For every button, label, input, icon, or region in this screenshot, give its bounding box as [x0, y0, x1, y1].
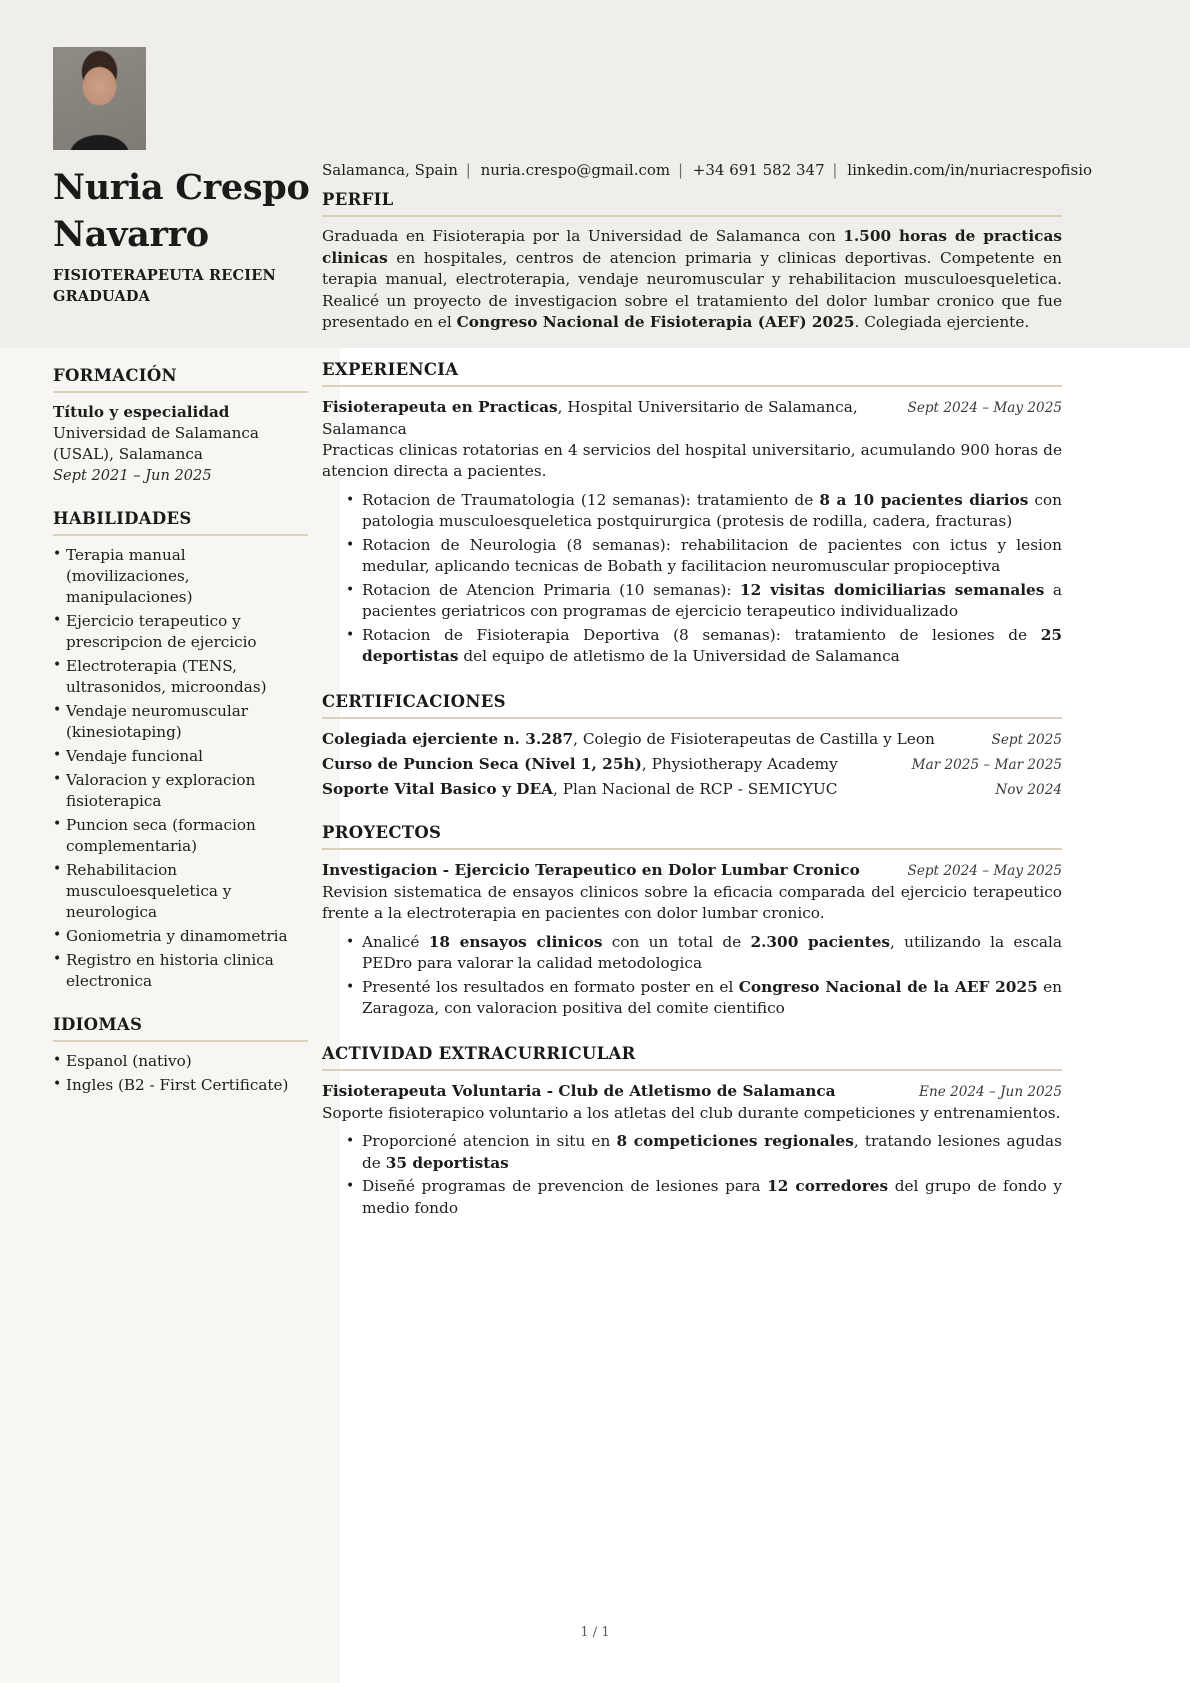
section-heading-projects: PROYECTOS — [322, 822, 442, 842]
entry-role: Investigacion - Ejercicio Terapeutico en Dolor Lumbar Cronico — [322, 860, 860, 879]
entry-organization: , Physiotherapy Academy — [641, 754, 838, 773]
divider — [53, 391, 308, 393]
emphasis-text: 35 deportistas — [385, 1153, 509, 1172]
list-item: • Rehabilitacion musculoesqueletica y neurologica — [53, 860, 308, 923]
divider — [322, 215, 1062, 217]
entry-date: Sept 2024 – May 2025 — [907, 399, 1062, 416]
entry-role: Fisioterapeuta en Practicas — [322, 397, 558, 416]
plain-text: en Zaragoza, con valoracion positiva del comite cientifico — [362, 977, 1062, 1017]
list-item: • Vendaje neuromuscular (kinesiotaping) — [53, 701, 308, 743]
entry-summary: Soporte fisioterapico voluntario a los atletas del club durante competiciones y entrenamientos. — [322, 1103, 1061, 1122]
entry-title — [322, 859, 894, 881]
emphasis-text: 18 ensayos clinicos — [428, 932, 603, 951]
plain-text: Presenté los resultados en formato poster en el — [362, 977, 739, 996]
sidebar-heading-skills: HABILIDADES — [53, 509, 192, 528]
emphasis-text: 1.500 horas de practicas clinicas — [322, 227, 1062, 267]
emphasis-text: 8 a 10 pacientes diarios — [819, 490, 1029, 509]
experience-list — [322, 396, 1062, 668]
entry — [322, 753, 1062, 776]
sidebar-heading-education: FORMACIÓN — [53, 366, 177, 385]
entry-title — [322, 728, 978, 750]
list-item: • Ejercicio terapeutico y prescripcion de ejercicio — [53, 611, 308, 653]
entry-header — [322, 396, 1062, 440]
entry-header — [322, 728, 1062, 751]
header — [53, 47, 313, 307]
plain-text: con un total de — [602, 932, 751, 951]
entry-organization: , Hospital Universitario de Salamanca, Salamanca — [322, 397, 858, 438]
entry-role: Curso de Puncion Seca (Nivel 1, 25h) — [322, 754, 642, 773]
emphasis-text: 12 corredores — [767, 1177, 889, 1195]
list-item — [346, 490, 1062, 533]
entry — [322, 728, 1062, 751]
contact-email[interactable]: nuria.crespo@gmail.com — [480, 161, 671, 179]
section-projects — [322, 823, 1062, 1020]
entry-header — [322, 859, 1062, 882]
entry — [322, 1080, 1062, 1220]
entry-bullets — [322, 490, 1062, 668]
entry-role: Soporte Vital Basico y DEA — [322, 779, 553, 798]
divider — [322, 717, 1062, 719]
avatar — [53, 47, 146, 150]
page-number: 1 / 1 — [580, 1625, 610, 1640]
entry-bullets — [322, 932, 1062, 1020]
list-item — [346, 1131, 1062, 1174]
entry — [322, 396, 1062, 668]
plain-text: del grupo de fondo y medio fondo — [362, 1177, 1062, 1217]
education-date: Sept 2021 – Jun 2025 — [53, 467, 212, 484]
entry-date: Mar 2025 – Mar 2025 — [911, 756, 1062, 773]
list-item — [346, 977, 1062, 1020]
list-item — [346, 1176, 1062, 1219]
plain-text: Proporcioné atencion in situ en — [362, 1132, 617, 1150]
list-item — [346, 580, 1062, 623]
education-list — [53, 402, 308, 486]
sidebar-section-skills — [53, 509, 308, 992]
divider — [322, 848, 1062, 850]
certifications-list — [322, 728, 1062, 801]
education-entry — [53, 402, 308, 486]
sidebar-section-education — [53, 366, 308, 486]
list-item — [346, 625, 1062, 668]
divider — [322, 1069, 1062, 1071]
entry-header — [322, 778, 1062, 801]
entry-date: Sept 2025 — [991, 731, 1062, 748]
emphasis-text: 25 deportistas — [362, 625, 1062, 665]
entry-organization: , Colegio de Fisioterapeutas de Castilla y Leon — [573, 729, 935, 748]
plain-text: a pacientes geriatricos con programas de ejercicio terapeutico individualizado — [362, 580, 1062, 620]
entry-date: Sept 2024 – May 2025 — [907, 862, 1062, 879]
list-item: • Ingles (B2 - First Certificate) — [53, 1075, 308, 1096]
list-item: • Electroterapia (TENS, ultrasonidos, microondas) — [53, 656, 308, 698]
list-item: • Espanol (nativo) — [53, 1051, 308, 1072]
section-experience — [322, 360, 1062, 668]
contact-linkedin[interactable]: linkedin.com/in/nuriacrespofisio — [847, 161, 1093, 179]
emphasis-text: Congreso Nacional de Fisioterapia (AEF) 2025 — [456, 313, 855, 331]
entry-header — [322, 753, 1062, 776]
entry-title — [322, 778, 981, 800]
entry-summary: Revision sistematica de ensayos clinicos sobre la eficacia comparada del ejercicio terapeutico frente a la electroterapia en pacientes con dolor lumbar cronico. — [322, 882, 1062, 922]
plain-text: Analicé — [362, 932, 429, 951]
page-title: Nuria Crespo Navarro — [53, 167, 310, 255]
entry-header — [322, 1080, 1062, 1103]
plain-text: Rotacion de Fisioterapia Deportiva (8 semanas): tratamiento de lesiones de — [362, 625, 1041, 644]
entry-role: Fisioterapeuta Voluntaria - Club de Atletismo de Salamanca — [322, 1081, 836, 1100]
section-certifications — [322, 692, 1062, 801]
list-item: • Terapia manual (movilizaciones, manipulaciones) — [53, 545, 308, 608]
main-column — [322, 190, 1062, 1221]
education-institution: Universidad de Salamanca (USAL), Salamanca — [53, 424, 259, 463]
list-item: • Puncion seca (formacion complementaria) — [53, 815, 308, 857]
plain-text: Graduada en Fisioterapia por la Universidad de Salamanca con — [322, 227, 844, 245]
plain-text: . Colegiada ejerciente. — [854, 313, 1030, 331]
profile-text — [322, 226, 1062, 334]
extracurricular-list — [322, 1080, 1062, 1220]
plain-text: del equipo de atletismo de la Universidad de Salamanca — [458, 647, 900, 665]
section-heading-experience: EXPERIENCIA — [322, 359, 459, 379]
divider — [322, 385, 1062, 387]
list-item — [346, 535, 1062, 578]
plain-text: , utilizando la escala PEDro para valorar la calidad metodologica — [362, 932, 1062, 972]
entry-title — [322, 753, 898, 775]
list-item: • Registro en historia clinica electronica — [53, 950, 308, 992]
emphasis-text: 8 competiciones regionales — [616, 1132, 854, 1150]
emphasis-text: 12 visitas domiciliarias semanales — [739, 580, 1045, 599]
entry-date: Nov 2024 — [995, 781, 1062, 798]
entry-summary: Practicas clinicas rotatorias en 4 servicios del hospital universitario, acumulando 900 horas de atencion directa a pacientes. — [322, 440, 1062, 480]
entry-bullets — [322, 1131, 1062, 1219]
section-heading-certifications: CERTIFICACIONES — [322, 691, 506, 711]
entry-title — [322, 1080, 905, 1102]
divider — [53, 534, 308, 536]
sidebar — [53, 366, 308, 1119]
contact-line — [322, 160, 1093, 180]
sidebar-section-languages — [53, 1015, 308, 1096]
entry-organization: , Plan Nacional de RCP - SEMICYUC — [552, 779, 838, 798]
job-title: FISIOTERAPEUTA RECIEN GRADUADA — [53, 267, 276, 305]
divider — [53, 1040, 308, 1042]
languages-list — [53, 1051, 308, 1096]
entry-date: Ene 2024 – Jun 2025 — [919, 1083, 1062, 1100]
emphasis-text: 2.300 pacientes — [750, 932, 891, 951]
contact-separator: | — [677, 161, 683, 179]
contact-separator: | — [832, 161, 838, 179]
plain-text: , tratando lesiones agudas de — [362, 1132, 1062, 1172]
emphasis-text: Congreso Nacional de la AEF 2025 — [738, 977, 1038, 996]
plain-text: Rotacion de Traumatologia (12 semanas): tratamiento de — [362, 490, 820, 509]
projects-list — [322, 859, 1062, 1020]
plain-text: en hospitales, centros de atencion primaria y clinicas deportivas. Competente en terapia manual, electroterapia, vendaje neuromuscular y rehabilitacion musculoesqueletica. Realicé un proyecto de investigacion sobre el tratamiento del dolor lumbar cronico que fue presentado en el — [322, 248, 1062, 331]
list-item: • Goniometria y dinamometria — [53, 926, 308, 947]
list-item — [346, 932, 1062, 975]
section-extracurricular — [322, 1044, 1062, 1220]
plain-text: Diseñé programas de prevencion de lesiones para — [362, 1177, 768, 1195]
entry-title — [322, 396, 894, 440]
contact-location: Salamanca, Spain — [322, 161, 458, 179]
plain-text: Rotacion de Atencion Primaria (10 semanas): — [362, 580, 740, 599]
entry-role: Colegiada ejerciente n. 3.287 — [322, 729, 574, 748]
list-item: • Valoracion y exploracion fisioterapica — [53, 770, 308, 812]
sidebar-heading-languages: IDIOMAS — [53, 1015, 143, 1034]
plain-text: Rotacion de Neurologia (8 semanas): rehabilitacion de pacientes con ictus y lesion medular, aplicando tecnicas de Bobath y facilitacion neuromuscular propioceptiva — [362, 535, 1062, 575]
contact-phone[interactable]: +34 691 582 347 — [692, 161, 825, 179]
entry — [322, 859, 1062, 1020]
section-heading-extracurricular: ACTIVIDAD EXTRACURRICULAR — [322, 1043, 636, 1063]
section-profile — [322, 190, 1062, 334]
education-degree: Título y especialidad — [53, 403, 230, 421]
contact-separator: | — [465, 161, 471, 179]
list-item: • Vendaje funcional — [53, 746, 308, 767]
plain-text: con patologia musculoesqueletica postquirurgica (protesis de rodilla, cadera, fracturas) — [362, 490, 1062, 530]
entry — [322, 778, 1062, 801]
section-heading-profile: PERFIL — [322, 190, 394, 209]
skills-list — [53, 545, 308, 992]
